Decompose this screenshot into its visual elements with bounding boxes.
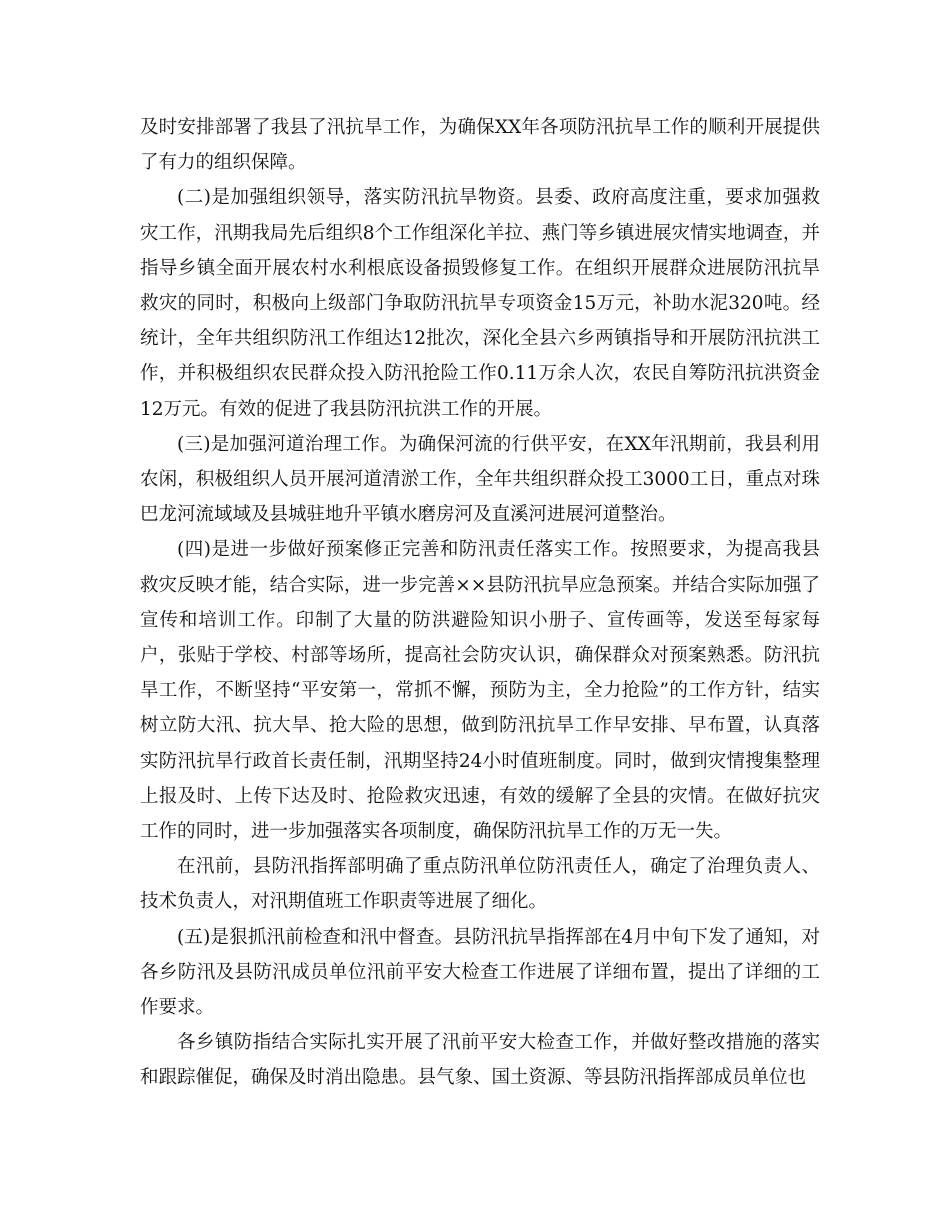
paragraph-7: 各乡镇防指结合实际扎实开展了汛前平安大检查工作，并做好整改措施的落实和跟踪催促，确保及时消出隐患。县气象、国土资源、等县防汛指挥部成员单位也	[140, 1032, 820, 1089]
paragraph-2: (二)是加强组织领导，落实防汛抗旱物资。县委、政府高度注重，要求加强救灾工作，汛期我局先后组织8个工作组深化羊拉、燕门等乡镇进展灾情实地调查，并指导乡镇全面开展农村水利根底设备损毁修复工作。在组织开展群众进展防汛抗旱救灾的同时，积极向上级部门争取防汛抗旱专项资金15万元，补助水泥320吨。经统计，全年共组织防汛工作组达12批次，深化全县六乡两镇指导和开展防汛抗洪工作，并积极组织农民群众投入防汛抢险工作0.11万余人次，农民自筹防汛抗洪资金12万元。有效的促进了我县防汛抗洪工作的开展。	[140, 187, 820, 420]
document-body	[140, 110, 820, 1096]
paragraph-6: (五)是狠抓汛前检查和汛中督查。县防汛抗旱指挥部在4月中旬下发了通知，对各乡防汛及县防汛成员单位汛前平安大检查工作进展了详细布置，提出了详细的工作要求。	[140, 926, 820, 1019]
paragraph-3: (三)是加强河道治理工作。为确保河流的行供平安，在XX年汛期前，我县利用农闲，积极组织人员开展河道清淤工作，全年共组织群众投工3000工日，重点对珠巴龙河流域域及县城驻地升平镇水磨房河及直溪河进展河道整治。	[140, 433, 820, 526]
paragraph-5: 在汛前，县防汛指挥部明确了重点防汛单位防汛责任人，确定了治理负责人、技术负责人，对汛期值班工作职责等进展了细化。	[140, 856, 820, 913]
paragraph-1: 及时安排部署了我县了汛抗旱工作，为确保XX年各项防汛抗旱工作的顺利开展提供了有力的组织保障。	[140, 117, 820, 174]
paragraph-4: (四)是进一步做好预案修正完善和防汛责任落实工作。按照要求，为提高我县救灾反映才能，结合实际，进一步完善××县防汛抗旱应急预案。并结合实际加强了宣传和培训工作。印制了大量的防洪避险知识小册子、宣传画等，发送至每家每户，张贴于学校、村部等场所，提高社会防灾认识，确保群众对预案熟悉。防汛抗旱工作，不断坚持“平安第一，常抓不懈，预防为主，全力抢险”的工作方针，结实树立防大汛、抗大旱、抢大险的思想，做到防汛抗旱工作早安排、早布置，认真落实防汛抗旱行政首长责任制，汛期坚持24小时值班制度。同时，做到灾情搜集整理上报及时、上传下达及时、抢险救灾迅速，有效的缓解了全县的灾情。在做好抗灾工作的同时，进一步加强落实各项制度，确保防汛抗旱工作的万无一失。	[140, 539, 820, 843]
